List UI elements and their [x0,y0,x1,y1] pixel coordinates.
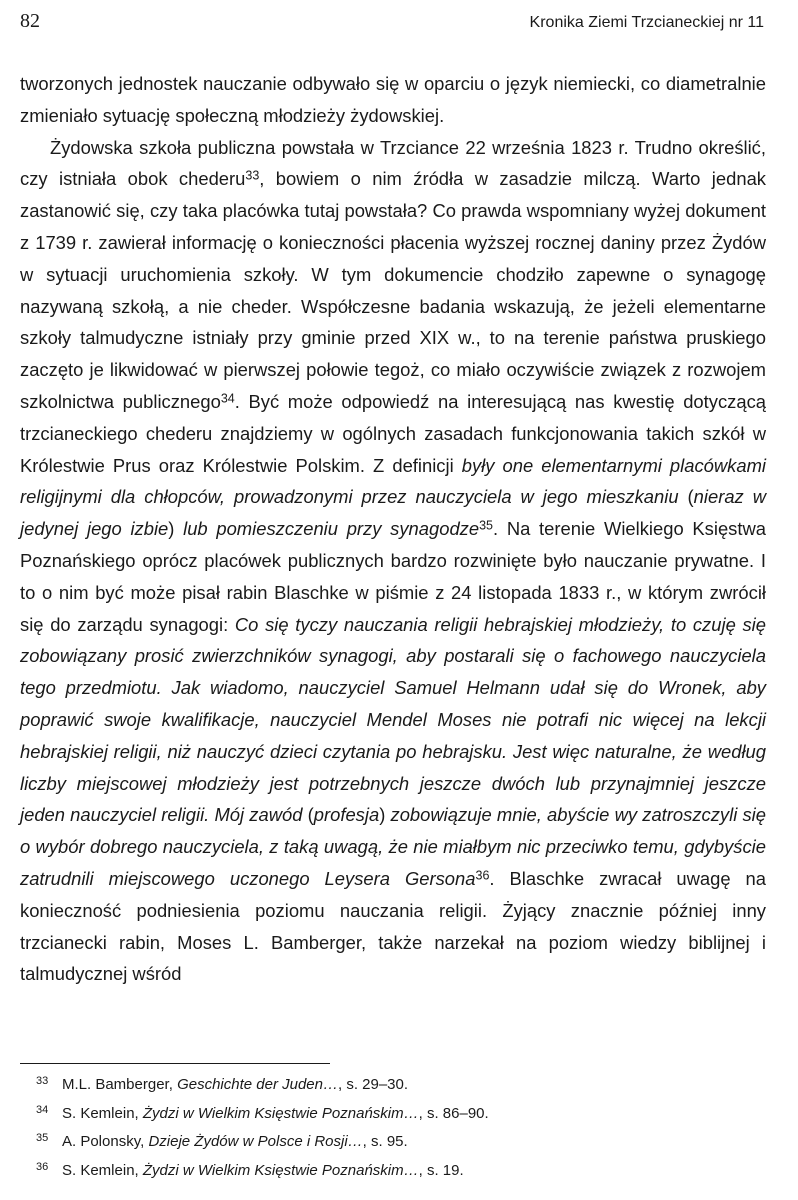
quote-text: lub pomieszczeniu przy synagodze [183,518,480,540]
footnote-text [62,1128,408,1157]
paragraph-2 [20,132,766,991]
footnote-number: 33 [36,1075,49,1087]
footnote-pages: , s. 29–30. [337,1076,409,1093]
text-run: , bowiem o nim źródła w zasadzie milczą. Warto jednak zastanowić się, czy taka placówka tutaj powstała? Co prawda wspomniany wyżej dokument z 1739 r. zawierał informację o konieczności płacenia wyższej rocznej daniny przez Żydów w sytuacji uruchomienia szkoły. W tym dokumencie chodziło zapewne o synagogę nazywaną szkołą, a nie cheder. Współczesne badania wskazują, że jeżeli elementarne szkoły talmudyczne istniały przy gminie przed XIX w., to na terenie państwa pruskiego zaczęto je likwidować w pierwszej połowie tegoż, co miało oczywiście związek z rozwojem szkolnictwa publicznego [20,168,767,412]
page-header [20,10,764,34]
footnote-title: Dzieje Żydów w Polsce i Rosji… [148,1133,363,1150]
footnote-ref-33[interactable]: 33 [245,168,260,183]
page-number: 82 [20,10,40,32]
body-text [20,68,766,990]
footnote-text [62,1157,464,1186]
quote-text: nieraz w jedynej jego izbie [20,486,767,540]
text-run: . Być może odpowiedź na interesującą nas kwestię dotyczącą trzcianeckiego chederu znajdziemy w ogólnych zasadach funkcjonowania takich szkół w Królestwie Prus oraz Królestwie Polskim. Z definicji [20,390,766,476]
footnote-36 [36,1157,766,1186]
paragraph-1: tworzonych jednostek nauczanie odbywało się w oparciu o język niemiecki, co diametralnie zmieniało sytuację społeczną młodzieży żydowskiej. [20,73,766,126]
footnote-pages: , s. 86–90. [418,1104,489,1122]
text-run: ) [379,804,391,826]
footnote-ref-35[interactable]: 35 [479,518,494,533]
running-title: Kronika Ziemi Trzcianeckiej nr 11 [529,14,764,31]
quote-text: były one elementarnymi placówkami religijnymi dla chłopców, prowadzonymi przez nauczyciela w jego mieszkaniu [20,454,766,508]
text-run: . Blaschke zwracał uwagę na konieczność podniesienia poziomu nauczania religii. Żyjący znacznie później inny trzcianecki rabin, Moses L. Bamberger, także narzekał na poziom wiedzy biblijnej i talmudycznej wśród [20,867,766,985]
text-run: ( [678,486,694,508]
text-run: ) [168,518,184,540]
text-run: . Na terenie Wielkiego Księstwa Poznańskiego oprócz placówek publicznych bardzo rozwinięte było nauczanie prywatne. I to o nim być może pisał rabin Blaschke w piśmie z 24 listopada 1833 r., w którym zwrócił się do zarządu synagogi: [20,518,766,635]
footnote-33 [36,1071,766,1100]
quote-text: Co się tyczy nauczania religii hebrajskiej młodzieży, to czuję się zobowiązany prosić zwierzchników synagogi, aby postarali się o fachowego nauczyciela tego przedmiotu. Jak wiadomo, nauczyciel Samuel Helmann udał się do Wronek, aby poprawić swoje kwalifikacje, nauczyciel Mendel Moses nie potrafi nic więcej na lekcji hebrajskiej religii, niż nauczyć dzieci czytania po hebrajsku. Jest więc naturalne, że według liczby miejscowej młodzieży jest potrzebnych jeszcze dwóch lub przynajmniej jeszcze jeden nauczyciel religii. Mój zawód [20,613,766,826]
footnote-title: Żydzi w Wielkim Księstwie Poznańskim… [142,1161,419,1179]
footnotes [36,1071,766,1185]
footnote-author: A. Polonsky, [62,1133,149,1150]
footnote-title: Żydzi w Wielkim Księstwie Poznańskim… [142,1104,419,1122]
text-run: Żydowska szkoła publiczna powstała w Trzciance 22 września 1823 r. Trudno określić, czy istniała obok chederu [20,136,766,190]
footnote-author: M.L. Bamberger, [62,1076,178,1093]
footnote-pages: , s. 95. [362,1133,408,1150]
footnote-separator [20,1063,330,1064]
footnote-author: S. Kemlein, [62,1161,143,1179]
footnote-author: S. Kemlein, [62,1104,143,1122]
footnote-35 [36,1128,766,1157]
footnote-number: 35 [36,1132,49,1144]
footnote-34 [36,1100,766,1129]
footnote-title: Geschichte der Juden… [177,1076,338,1093]
quote-text: profesja [313,804,380,826]
quote-text: zobowiązuje mnie, abyście wy zatroszczyli się o wybór dobrego nauczyciela, z taką uwagą, że nie miałbym nic przeciwko temu, gdybyście zatrudnili miejscowego uczonego Leysera Gersona [20,804,766,889]
footnote-number: 36 [36,1160,49,1173]
text-run: ( [302,804,314,826]
footnote-ref-36[interactable]: 36 [475,868,490,883]
footnote-number: 34 [36,1103,49,1116]
footnote-text [62,1100,489,1129]
footnote-pages: , s. 19. [418,1161,464,1179]
footnote-text [62,1071,408,1100]
footnote-ref-34[interactable]: 34 [220,391,235,406]
